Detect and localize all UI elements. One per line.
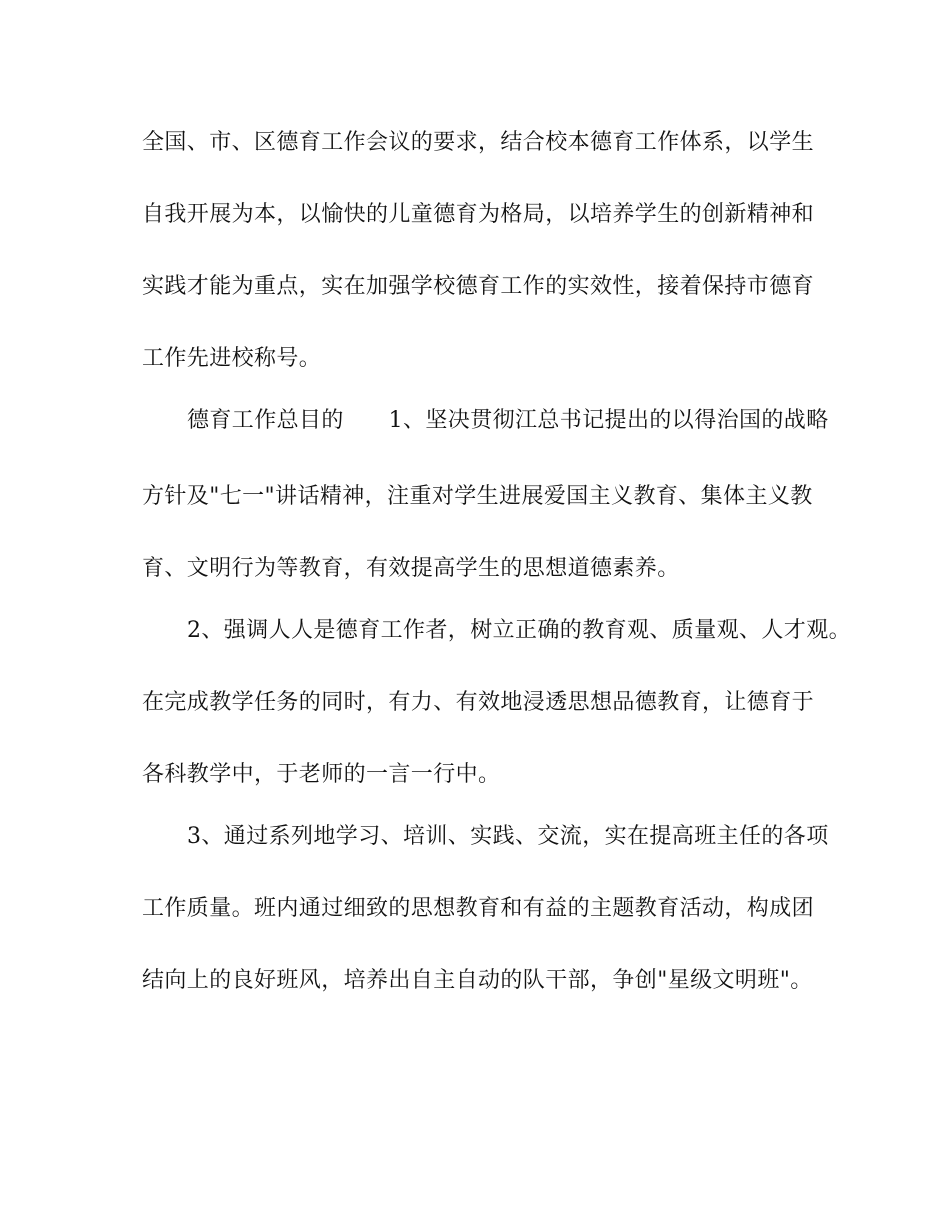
text-line: 在完成教学任务的同时，有力、有效地浸透思想品德教育，让德育于 xyxy=(142,690,815,715)
text-line: 2、强调人人是德育工作者，树立正确的教育观、质量观、人才观。 xyxy=(187,618,851,643)
text-line: 3、通过系列地学习、培训、实践、交流，实在提高班主任的各项 xyxy=(187,824,829,849)
text-line: 工作质量。班内通过细致的思想教育和有益的主题教育活动，构成团 xyxy=(142,896,815,921)
text-line: 工作先进校称号。 xyxy=(142,346,322,371)
text-line: 各科教学中，于老师的一言一行中。 xyxy=(142,762,501,787)
text-line: 育、文明行为等教育，有效提高学生的思想道德素养。 xyxy=(142,556,680,581)
text-line: 德育工作总目的 1、坚决贯彻江总书记提出的以得治国的战略 xyxy=(187,408,829,433)
text-line: 方针及"七一"讲话精神，注重对学生进展爱国主义教育、集体主义教 xyxy=(142,484,813,509)
text-line: 全国、市、区德育工作会议的要求，结合校本德育工作体系，以学生 xyxy=(142,130,815,155)
text-line: 实践才能为重点，实在加强学校德育工作的实效性，接着保持市德育 xyxy=(142,274,815,299)
text-line: 结向上的良好班风，培养出自主自动的队干部，争创"星级文明班"。 xyxy=(142,968,813,993)
text-line: 自我开展为本，以愉快的儿童德育为格局，以培养学生的创新精神和 xyxy=(142,202,815,227)
